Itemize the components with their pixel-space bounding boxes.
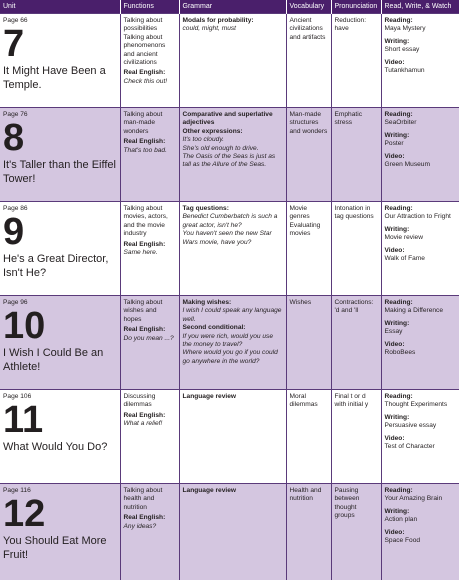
- read-write-watch-cell: [381, 296, 459, 390]
- vocabulary-cell: [286, 296, 331, 390]
- vocabulary-text: Movie genres Evaluating movies: [289, 205, 321, 238]
- unit-page: Page 96: [3, 299, 28, 306]
- pronunciation-cell: [331, 484, 381, 580]
- grammar-cell: [179, 14, 286, 108]
- unit-cell: [0, 296, 120, 390]
- real-english-phrase: Do you mean ...?: [123, 334, 174, 342]
- real-english-phrase: Check this out!: [123, 77, 168, 85]
- pronunciation-cell: [331, 14, 381, 108]
- grammar-title: Comparative and superlative adjectives: [182, 111, 273, 127]
- header-row: [0, 0, 459, 14]
- grammar-example: The Oasis of the Seas is just as tall as the Allure of the Seas.: [182, 153, 276, 169]
- grammar-cell: [179, 108, 286, 202]
- reading-label: Reading:: [384, 205, 413, 212]
- reading-title: Your Amazing Brain: [384, 495, 443, 503]
- real-english-label: Real English:: [123, 411, 166, 419]
- unit-number: 9: [3, 211, 25, 254]
- grammar-title-2: Second conditional:: [182, 324, 246, 332]
- writing-task: Persuasive essay: [384, 422, 437, 430]
- unit-page: Page 66: [3, 17, 28, 24]
- real-english-label: Real English:: [123, 514, 166, 522]
- pronunciation-text: Reduction: have: [334, 17, 367, 33]
- unit-page: Page 106: [3, 393, 32, 400]
- writing-task: Short essay: [384, 46, 420, 54]
- vocabulary-text: Man-made structures and wonders: [289, 111, 328, 135]
- read-write-watch-cell: [381, 108, 459, 202]
- functions-text: Talking about health and nutrition: [123, 487, 163, 511]
- header-vocabulary: Vocabulary: [286, 0, 331, 14]
- unit-title: You Should Eat More Fruit!: [3, 535, 107, 562]
- reading-title: Thought Experiments: [384, 401, 448, 409]
- grammar-example: Benedict Cumberbatch is such a great actor, isn't he?: [182, 213, 278, 229]
- real-english-phrase: What a relief!: [123, 420, 163, 428]
- grammar-title: Language review: [182, 393, 237, 400]
- functions-cell: [120, 296, 179, 390]
- grammar-example: I wish I could speak any language well.: [182, 307, 282, 323]
- video-label: Video:: [384, 152, 405, 160]
- reading-label: Reading:: [384, 111, 413, 118]
- unit-number: 10: [3, 305, 46, 348]
- pronunciation-text: Emphatic stress: [334, 111, 362, 127]
- reading-label: Reading:: [384, 299, 413, 306]
- grammar-subtitle: Other expressions:: [182, 127, 243, 135]
- grammar-example: could, might, must: [182, 25, 237, 33]
- video-title: Green Museum: [384, 161, 430, 169]
- grammar-title: Language review: [182, 487, 237, 494]
- functions-text: Talking about possibilities Talking about phenomenons and ancient civilizations: [123, 17, 166, 67]
- vocabulary-cell: [286, 202, 331, 296]
- unit-title: It Might Have Been a Temple.: [3, 65, 106, 92]
- unit-title: It's Taller than the Eiffel Tower!: [3, 159, 116, 186]
- video-title: Tutankhamun: [384, 67, 425, 75]
- read-write-watch-cell: [381, 390, 459, 484]
- functions-text: Discussing dilemmas: [123, 393, 156, 409]
- functions-cell: [120, 484, 179, 580]
- video-label: Video:: [384, 528, 405, 536]
- real-english-label: Real English:: [123, 240, 166, 248]
- writing-label: Writing:: [384, 225, 410, 233]
- unit-number: 8: [3, 117, 25, 160]
- functions-text: Talking about wishes and hopes: [123, 299, 163, 323]
- header-unit: Unit: [0, 0, 120, 14]
- vocabulary-cell: [286, 14, 331, 108]
- grammar-title: Modals for probability:: [182, 17, 254, 24]
- grammar-title: Making wishes:: [182, 299, 232, 306]
- header-read-write-watch: Read, Write, & Watch: [381, 0, 459, 14]
- reading-title: Our Attraction to Fright: [384, 213, 451, 221]
- real-english-phrase: Same here.: [123, 249, 158, 257]
- writing-label: Writing:: [384, 413, 410, 421]
- writing-task: Action plan: [384, 516, 418, 524]
- pronunciation-cell: [331, 296, 381, 390]
- pronunciation-cell: [331, 202, 381, 296]
- vocabulary-text: Moral dilemmas: [289, 393, 318, 409]
- writing-label: Writing:: [384, 37, 410, 45]
- grammar-cell: [179, 484, 286, 580]
- unit-title: I Wish I Could Be an Athlete!: [3, 347, 104, 374]
- unit-title: What Would You Do?: [3, 441, 108, 454]
- video-title: RoboBees: [384, 349, 416, 357]
- unit-title: He's a Great Director, Isn't He?: [3, 253, 109, 280]
- reading-title: Making a Difference: [384, 307, 444, 315]
- vocabulary-text: Health and nutrition: [289, 487, 322, 503]
- grammar-cell: [179, 390, 286, 484]
- grammar-example: It's too cloudy.: [182, 136, 224, 144]
- functions-text: Talking about man-made wonders: [123, 111, 163, 135]
- unit-cell: [0, 108, 120, 202]
- video-label: Video:: [384, 58, 405, 66]
- video-label: Video:: [384, 434, 405, 442]
- writing-label: Writing:: [384, 507, 410, 515]
- header-functions: Functions: [120, 0, 179, 14]
- reading-label: Reading:: [384, 393, 413, 400]
- pronunciation-text: Contractions: 'd and 'll: [334, 299, 374, 315]
- real-english-phrase: Any ideas?: [123, 522, 157, 530]
- functions-cell: [120, 108, 179, 202]
- real-english-phrase: That's too bad.: [123, 146, 167, 154]
- unit-cell: [0, 390, 120, 484]
- read-write-watch-cell: [381, 484, 459, 580]
- writing-task: Essay: [384, 328, 403, 336]
- pronunciation-text: Final t or d with initial y: [334, 393, 369, 409]
- unit-number: 11: [3, 399, 44, 442]
- functions-cell: [120, 14, 179, 108]
- reading-label: Reading:: [384, 17, 413, 24]
- writing-label: Writing:: [384, 131, 410, 139]
- unit-page: Page 76: [3, 111, 28, 118]
- video-title: Space Food: [384, 537, 421, 545]
- unit-number: 7: [3, 23, 25, 66]
- vocabulary-text: Wishes: [289, 299, 312, 306]
- unit-row: [0, 202, 459, 296]
- functions-cell: [120, 202, 179, 296]
- writing-task: Movie review: [384, 234, 423, 242]
- real-english-label: Real English:: [123, 138, 166, 146]
- reading-title: SeaOrbiter: [384, 119, 417, 127]
- real-english-label: Real English:: [123, 326, 166, 334]
- unit-cell: [0, 202, 120, 296]
- unit-row: [0, 14, 459, 108]
- unit-page: Page 86: [3, 205, 28, 212]
- unit-page: Page 116: [3, 487, 31, 494]
- grammar-example: You haven't seen the new Star Wars movie, have you?: [182, 230, 272, 246]
- vocabulary-cell: [286, 108, 331, 202]
- vocabulary-cell: [286, 390, 331, 484]
- grammar-example: Where would you go if you could go anywhere in the world?: [182, 349, 278, 365]
- unit-row: [0, 108, 459, 202]
- pronunciation-text: Pausing between thought groups: [334, 487, 360, 520]
- pronunciation-cell: [331, 390, 381, 484]
- pronunciation-text: Intonation in tag questions: [334, 205, 374, 221]
- video-label: Video:: [384, 246, 405, 254]
- reading-title: Maya Mystery: [384, 25, 426, 33]
- grammar-title: Tag questions:: [182, 205, 229, 212]
- vocabulary-cell: [286, 484, 331, 580]
- writing-task: Poster: [384, 140, 404, 148]
- unit-cell: [0, 484, 120, 580]
- read-write-watch-cell: [381, 202, 459, 296]
- reading-label: Reading:: [384, 487, 413, 494]
- video-title: Walk of Fame: [384, 255, 425, 263]
- real-english-label: Real English:: [123, 69, 166, 77]
- pronunciation-cell: [331, 108, 381, 202]
- grammar-cell: [179, 296, 286, 390]
- unit-cell: [0, 14, 120, 108]
- functions-cell: [120, 390, 179, 484]
- grammar-cell: [179, 202, 286, 296]
- header-pronunciation: Pronunciation: [331, 0, 381, 14]
- unit-row: [0, 390, 459, 484]
- read-write-watch-cell: [381, 14, 459, 108]
- unit-number: 12: [3, 493, 46, 536]
- vocabulary-text: Ancient civilizations and artifacts: [289, 17, 326, 41]
- unit-row: [0, 296, 459, 390]
- video-title: Test of Character: [384, 443, 435, 451]
- unit-row: [0, 484, 459, 580]
- writing-label: Writing:: [384, 319, 410, 327]
- header-grammar: Grammar: [179, 0, 286, 14]
- grammar-example: If you were rich, would you use the money to travel?: [182, 332, 274, 349]
- grammar-example: She's old enough to drive.: [182, 144, 259, 152]
- video-label: Video:: [384, 340, 405, 348]
- functions-text: Talking about movies, actors, and the movie industry: [123, 205, 168, 238]
